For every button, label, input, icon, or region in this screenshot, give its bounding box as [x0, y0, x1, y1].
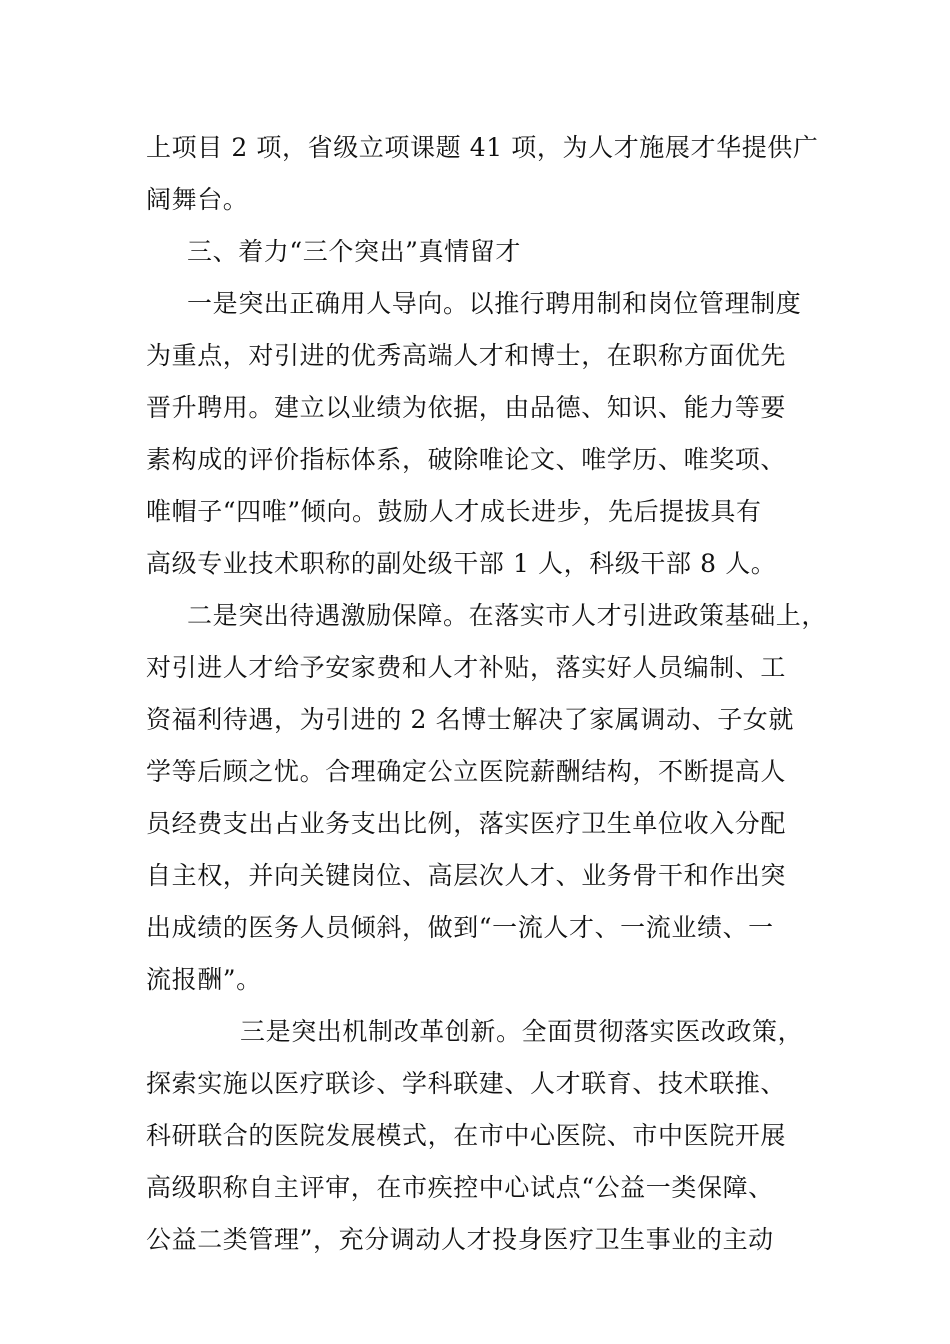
paragraph-1-first-line: 一是突出正确用人导向。以推行聘用制和岗位管理制度 [187, 289, 802, 318]
text-line: 高级职称自主评审，在市疾控中心试点“公益一类保障、 [146, 1173, 774, 1202]
text-line: 资福利待遇，为引进的 2 名博士解决了家属调动、子女就 [146, 705, 795, 734]
text-line: 公益二类管理”，充分调动人才投身医疗卫生事业的主动 [146, 1225, 774, 1254]
text-line: 唯帽子“四唯”倾向。鼓励人才成长进步，先后提拔具有 [146, 497, 762, 526]
text-line: 高级专业技术职称的副处级干部 1 人，科级干部 8 人。 [146, 549, 777, 578]
text-line: 素构成的评价指标体系，破除唯论文、唯学历、唯奖项、 [146, 445, 787, 474]
paragraph-3-first-line: 三是突出机制改革创新。全面贯彻落实医改政策， [240, 1017, 804, 1046]
text-line: 晋升聘用。建立以业绩为依据，由品德、知识、能力等要 [146, 393, 787, 422]
text-line: 自主权，并向关键岗位、高层次人才、业务骨干和作出突 [146, 861, 787, 890]
text-line: 阔舞台。 [146, 185, 249, 214]
text-line: 科研联合的医院发展模式，在市中心医院、市中医院开展 [146, 1121, 787, 1150]
text-line: 学等后顾之忧。合理确定公立医院薪酬结构，不断提高人 [146, 757, 787, 786]
text-line: 对引进人才给予安家费和人才补贴，落实好人员编制、工 [146, 653, 787, 682]
paragraph-2-first-line: 二是突出待遇激励保障。在落实市人才引进政策基础上， [187, 601, 828, 630]
section-heading: 三、着力“三个突出”真情留才 [187, 237, 521, 266]
text-line: 为重点，对引进的优秀高端人才和博士，在职称方面优先 [146, 341, 787, 370]
text-line-continuation: 上项目 2 项，省级立项课题 41 项，为人才施展才华提供广 [146, 133, 819, 162]
text-line: 出成绩的医务人员倾斜，做到“一流人才、一流业绩、一 [146, 913, 774, 942]
text-line: 员经费支出占业务支出比例，落实医疗卫生单位收入分配 [146, 809, 787, 838]
text-line: 探索实施以医疗联诊、学科联建、人才联育、技术联推、 [146, 1069, 787, 1098]
text-line: 流报酬”。 [146, 965, 262, 994]
